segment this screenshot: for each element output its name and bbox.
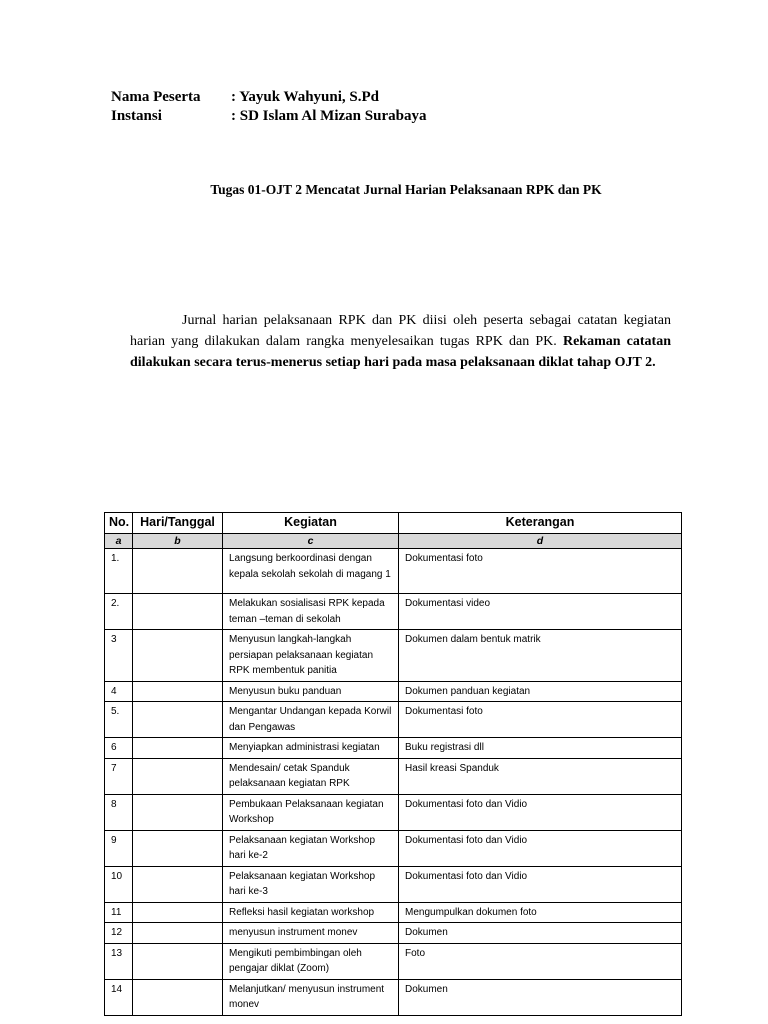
name-value: : Yayuk Wahyuni, S.Pd	[231, 89, 379, 105]
header-no: No.	[105, 513, 133, 534]
cell-no: 5.	[105, 702, 133, 738]
cell-note: Dokumentasi foto dan Vidio	[399, 794, 682, 830]
cell-date	[133, 738, 223, 759]
cell-no: 1.	[105, 549, 133, 594]
cell-no: 12	[105, 923, 133, 944]
header-date: Hari/Tanggal	[133, 513, 223, 534]
cell-note: Dokumentasi video	[399, 594, 682, 630]
cell-note: Foto	[399, 943, 682, 979]
cell-date	[133, 794, 223, 830]
cell-date	[133, 902, 223, 923]
table-row	[105, 549, 682, 594]
table-row	[105, 738, 682, 759]
table-row	[105, 866, 682, 902]
cell-date	[133, 758, 223, 794]
header-activity: Kegiatan	[223, 513, 399, 534]
table-row	[105, 630, 682, 682]
cell-date	[133, 681, 223, 702]
letter-a: a	[105, 534, 133, 549]
paragraph-normal: Jurnal harian pelaksanaan RPK dan PK diisi oleh peserta sebagai catatan kegiatan harian yang dilakukan dalam rangka menyelesaikan tugas RPK dan PK.	[130, 313, 671, 349]
cell-activity: Mengantar Undangan kepada Korwil dan Pengawas	[223, 702, 399, 738]
cell-activity: menyusun instrument monev	[223, 923, 399, 944]
cell-note: Mengumpulkan dokumen foto	[399, 902, 682, 923]
table-letter-row	[105, 534, 682, 549]
cell-no: 13	[105, 943, 133, 979]
cell-activity: Refleksi hasil kegiatan workshop	[223, 902, 399, 923]
table-row	[105, 923, 682, 944]
cell-note: Dokumen panduan kegiatan	[399, 681, 682, 702]
letter-c: c	[223, 534, 399, 549]
cell-date	[133, 979, 223, 1015]
cell-activity: Melanjutkan/ menyusun instrument monev	[223, 979, 399, 1015]
cell-note: Buku registrasi dll	[399, 738, 682, 759]
cell-no: 6	[105, 738, 133, 759]
table-row	[105, 830, 682, 866]
cell-no: 2.	[105, 594, 133, 630]
cell-no: 11	[105, 902, 133, 923]
table-header-row	[105, 513, 682, 534]
cell-activity: Menyiapkan administrasi kegiatan	[223, 738, 399, 759]
table-row	[105, 979, 682, 1015]
table-row	[105, 902, 682, 923]
cell-note: Dokumentasi foto	[399, 549, 682, 594]
institution-value: : SD Islam Al Mizan Surabaya	[231, 108, 427, 124]
paragraph-bold: Rekaman catatan dilakukan secara terus-menerus setiap hari pada masa pelaksanaan diklat tahap OJT 2.	[130, 334, 672, 370]
cell-date	[133, 702, 223, 738]
cell-date	[133, 549, 223, 594]
cell-no: 4	[105, 681, 133, 702]
document-title: Tugas 01-OJT 2 Mencatat Jurnal Harian Pelaksanaan RPK dan PK	[210, 182, 602, 197]
cell-note: Dokumen dalam bentuk matrik	[399, 630, 682, 682]
cell-activity: Mengikuti pembimbingan oleh pengajar diklat (Zoom)	[223, 943, 399, 979]
instruction-paragraph	[130, 310, 671, 373]
institution-line	[111, 107, 426, 125]
cell-note: Dokumentasi foto dan Vidio	[399, 830, 682, 866]
cell-no: 9	[105, 830, 133, 866]
cell-note: Dokumen	[399, 923, 682, 944]
cell-no: 10	[105, 866, 133, 902]
cell-no: 8	[105, 794, 133, 830]
institution-label: Instansi	[111, 108, 162, 124]
cell-date	[133, 630, 223, 682]
cell-activity: Menyusun buku panduan	[223, 681, 399, 702]
cell-no: 7	[105, 758, 133, 794]
cell-activity: Mendesain/ cetak Spanduk pelaksanaan kegiatan RPK	[223, 758, 399, 794]
header-note: Keterangan	[399, 513, 682, 534]
cell-note: Dokumentasi foto	[399, 702, 682, 738]
table-row	[105, 943, 682, 979]
cell-date	[133, 923, 223, 944]
table-row	[105, 794, 682, 830]
cell-no: 3	[105, 630, 133, 682]
cell-activity: Pelaksanaan kegiatan Workshop hari ke-2	[223, 830, 399, 866]
table-row	[105, 681, 682, 702]
cell-activity: Pelaksanaan kegiatan Workshop hari ke-3	[223, 866, 399, 902]
cell-note: Dokumentasi foto dan Vidio	[399, 866, 682, 902]
letter-d: d	[399, 534, 682, 549]
cell-no: 14	[105, 979, 133, 1015]
cell-date	[133, 943, 223, 979]
table-row	[105, 594, 682, 630]
cell-note: Hasil kreasi Spanduk	[399, 758, 682, 794]
cell-date	[133, 594, 223, 630]
cell-activity: Langsung berkoordinasi dengan kepala sekolah sekolah di magang 1	[223, 549, 399, 594]
cell-note: Dokumen	[399, 979, 682, 1015]
table-row	[105, 702, 682, 738]
cell-date	[133, 830, 223, 866]
journal-table	[104, 512, 682, 1016]
cell-date	[133, 866, 223, 902]
name-label: Nama Peserta	[111, 89, 201, 105]
cell-activity: Menyusun langkah-langkah persiapan pelaksanaan kegiatan RPK membentuk panitia	[223, 630, 399, 682]
letter-b: b	[133, 534, 223, 549]
cell-activity: Pembukaan Pelaksanaan kegiatan Workshop	[223, 794, 399, 830]
table-row	[105, 758, 682, 794]
participant-name-line	[111, 88, 379, 106]
cell-activity: Melakukan sosialisasi RPK kepada teman –teman di sekolah	[223, 594, 399, 630]
